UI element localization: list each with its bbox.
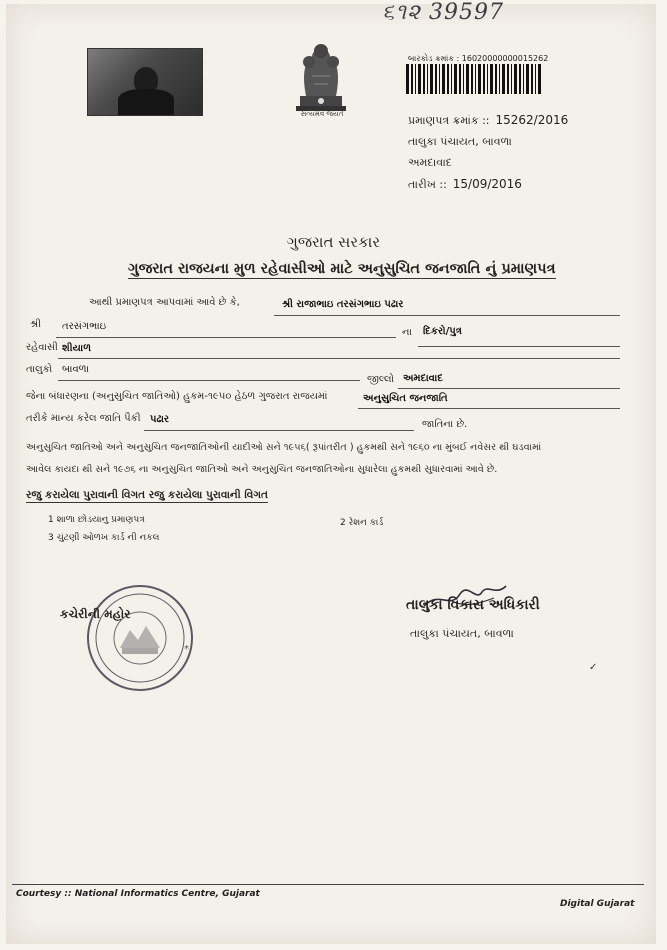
office-taluka: તાલુકા પંચાયત, બાવળા: [408, 135, 512, 148]
barcode-icon: [406, 64, 544, 94]
category-value: અનુસુચિત જનજાતિ: [363, 393, 448, 404]
signatory-title: તાલુકા વિકાસ અધિકારી: [406, 597, 540, 613]
applicant-photo: [87, 48, 203, 116]
document-item: 1 શાળા છોડયાનુ પ્રમાણપત્ર: [48, 515, 145, 525]
caste-value: પઢાર: [150, 414, 170, 425]
document-item: 3 ચુંટણી ઓળખ કાર્ડ ની નકલ: [48, 533, 160, 543]
resident-value: શીયાળ: [62, 343, 92, 354]
issue-date: તારીખ :: 15/09/2016: [408, 177, 522, 191]
relation-value: દિકરો/પુત્ર: [423, 326, 462, 337]
office-stamp-text: કચેરીની મહોર: [60, 607, 131, 621]
relation-label: ના: [402, 327, 412, 338]
notice-line-1: અનુસુચિત જાતિઓ અને અનુસુચિત જનજાતિઓની યાદીઓ સને ૧૯૫૬( રૂપાંતરીત ) હુકમથી સને ૧૯૬૦ ના મુંબઈ નવેસર થી ઘડવામાં: [26, 442, 542, 453]
official-seal-icon: [84, 582, 196, 694]
office-district: અમદાવાદ: [408, 156, 452, 169]
certificate-number: પ્રમાણપત્ર ક્રમાંક :: 15262/2016: [408, 113, 569, 127]
barcode-number: બારકોડ ક્રમાંક : 16020000000015262: [408, 54, 549, 63]
handwritten-reference: ૬૧૨ 39597: [382, 0, 504, 25]
taluka-value: બાવળા: [62, 364, 89, 375]
signatory-office: તાલુકા પંચાયત, બાવળા: [410, 627, 514, 640]
district-label: જીલ્લો: [367, 374, 395, 385]
recognized-label: તરીકે માન્ય કરેલ જાતિ પૈકી: [26, 413, 141, 424]
government-heading: ગુજરાત સરકાર: [286, 233, 381, 251]
resident-label: રહેવાસી: [26, 342, 58, 353]
taluka-label: તાલુકો: [26, 364, 53, 375]
footer-courtesy: Courtesy :: National Informatics Centre, Gujarat: [16, 889, 260, 899]
shri-label: શ્રી: [30, 319, 42, 330]
certificate-title: ગુજરાત રાજયના મુળ રહેવાસીઓ માટે અનુસુચિત જનજાતિ નું પ્રમાણપત્ર: [128, 261, 556, 277]
document-item: 2 રેશન કાર્ડ: [340, 518, 384, 528]
evidence-title: રજુ કરાયેલા પુરાવાની વિગત રજુ કરાયેલા પુરાવાની વિગત: [26, 489, 268, 501]
tick-mark: ✓: [589, 662, 598, 673]
order-text: જેના બંધારણના (અનુસુચિત જાતિઓ) હુકમ-૧૯૫૦ હેઠળ ગુજરાત રાજયમાં: [26, 391, 328, 402]
caste-suffix: જાતિના છે.: [422, 419, 468, 430]
footer-brand: Digital Gujarat: [560, 899, 635, 909]
father-name: તરસંગભાઇ: [62, 321, 107, 332]
intro-label: આથી પ્રમાણપત્ર આપવામાં આવે છે કે,: [89, 297, 240, 308]
notice-line-2: આવેલ કાયદા થી સને ૧૯૭૬ ના અનુસુચિત જાતિઓ અને અનુસુચિત જનજાતિઓના સુધારેલા હુકમથી સુધારવામાં આવે છે.: [26, 464, 498, 475]
svg-text:*: *: [184, 644, 189, 655]
applicant-name: શ્રી રાજાભાઇ તરસંગભાઇ પઢાર: [282, 299, 404, 310]
district-value: અમદાવાદ: [403, 373, 443, 384]
emblem-caption: સત્યમેવ જયતે: [300, 110, 344, 118]
